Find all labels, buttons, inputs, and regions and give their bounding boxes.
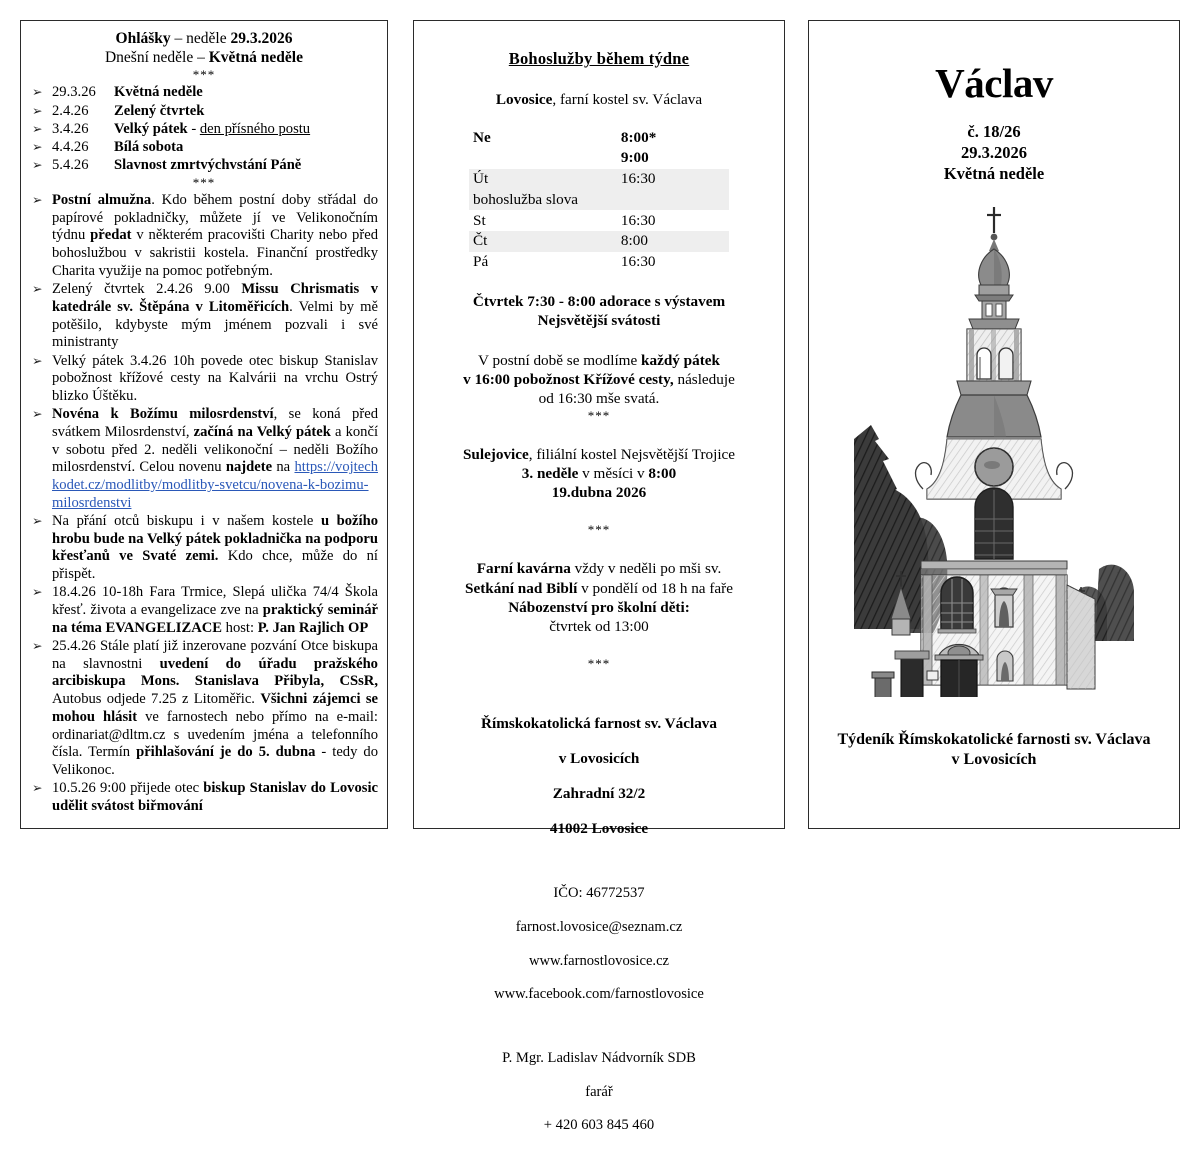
sulejovice-church-name: , filiální kostel Nejsvětější Trojice [528,445,736,463]
announcements-title-date: 29.3.2026 [230,30,293,47]
separator-stars-5: *** [587,655,611,671]
stations-bold-2: v 16:00 pobožnost Křížové cesty, [463,370,674,388]
address-line: Římskokatolická farnost sv. Václava [481,715,717,733]
stations-of-cross-line-3: od 16:30 mše svatá. [538,389,660,407]
bible-text: v pondělí od 18 h na faře [577,579,733,597]
sulejovice-line-2 [423,464,775,483]
table-row [469,210,729,231]
trmice-bold-1: praktický seminář na téma EVANGELIZACE [52,602,378,636]
caption-line-2: v Lovosicích [951,751,1037,768]
list-item-chrismatis [30,281,378,352]
side-door [901,659,923,709]
chrismatis-text-2: . Velmi by mě potěšilo, kdybyste mým jménem pozvali i své ministranty [52,298,378,351]
belfry-opening-left [977,348,991,379]
chrismatis-text-1: Zelený čtvrtek 2.4.26 9.00 [52,281,242,298]
novena-link[interactable]: https://vojtechkodet.cz/modlitby/modlitby-svetcu/novena-k-bozimu-milosrdenstvi [52,459,378,511]
schedule-time: 8:00* [620,128,657,146]
trmice-text-1: 18.4.26 10-18h Fara Trmice, Slepá ulička 74/4 Škola křesť. života a evangelizace zve na [52,584,378,619]
adoration-text-1: Čtvrtek 7:30 - 8:00 adorace s výstavem [472,293,726,311]
list-item-novena [30,406,378,512]
hrob-text-1: Na přání otců biskupu i v našem kostele [52,512,321,529]
list-item-almuzna [30,192,378,281]
praha-text-4: - tedy do Velikonoc. [52,744,378,779]
praha-text-1: 25.4.26 Stále platí již inzerovane pozvání Otce biskupa na slavnostni [52,638,378,672]
cafe-text: vždy v neděli po mši sv. [570,560,722,578]
stations-of-cross-line-1 [423,351,775,370]
sulejovice-line-1 [423,445,775,464]
issue-number: č. 18/26 [967,122,1021,141]
praha-bold-3: přihlašování je do 5. dubna [136,744,316,761]
religion-class-title: Nábozenství pro školní děti: [508,598,690,616]
list-item [30,84,378,102]
birmovani-bold-1: biskup Stanislav do Lovosic udělit svátost biřmování [52,780,378,814]
table-row [469,127,729,148]
schedule-day: Čt [469,231,621,252]
belfry-opening-right [999,348,1013,379]
separator-stars-2: *** [192,175,216,191]
church-sketch-icon [849,189,1139,734]
schedule-day [469,148,621,169]
issue-date: 29.3.2026 [961,142,1027,162]
priest-phone: + 420 603 845 460 [543,1117,655,1134]
contact-ico: IČO: 46772537 [553,885,645,902]
parish-city: Lovosice [495,91,553,108]
birmovani-text-1: 10.5.26 9:00 přijede otec [52,780,204,797]
stations-bold-1: každý pátek [641,351,720,369]
date-value: 5.4.26 [52,157,89,174]
list-item-trmice-seminar [30,584,378,637]
contact-email[interactable]: farnost.lovosice@seznam.cz [515,919,683,936]
date-extra: - [187,120,200,137]
address-line: Zahradní 32/2 [552,785,646,802]
list-item [30,121,378,139]
date-label: Květná neděle [114,84,203,101]
novena-text-1: , se koná před svátkem Milosrdenství, [52,406,378,440]
sulejovice-line-3 [423,483,775,502]
table-row [469,189,729,210]
date-label: Velký pátek [114,120,188,137]
schedule-day-note: bohoslužba slova [469,189,621,210]
schedule-time: 16:30 [620,253,656,270]
almuzna-bold-2: předat [90,227,132,244]
novena-bold-3: najdete [225,459,273,476]
address-line: v Lovosicích [558,750,640,768]
table-row [469,148,729,169]
cafe-label: Farní kavárna [476,560,571,578]
table-row [469,252,729,273]
bible-label: Setkání nad Biblí [465,579,578,597]
parish-church-name: , farní kostel sv. Václava [552,91,703,108]
almuzna-title: Postní almužna [52,192,152,209]
table-row [469,169,729,190]
list-item [30,139,378,157]
praha-bold-2: Všichni zájemci se mohou hlásit [52,691,379,725]
priest-name: P. Mgr. Ladislav Nádvorník SDB [502,1050,696,1067]
praha-text-3: ve farnostech nebo přímo na e-mail: ordinariat@dltm.cz s uvedením jména a telefonního čísla. Termín [52,708,378,761]
kalvarie-text: Velký pátek 3.4.26 10h povede otec biskup Stanislav pobožnost křížové cesty na Kalvárii na vrchu Ostrý blizko Úštěku. [52,352,378,404]
hrob-bold-1: u božího hrobu bude na Velký pátek pokladnička na podporu křesťanů ve Svaté zemi. [52,512,378,565]
novena-bold-2: začíná na Velký pátek [193,423,331,440]
announcements-subtitle [30,48,378,67]
date-value: 3.4.26 [52,120,89,137]
religion-class-time: čtvrtek od 13:00 [549,617,649,635]
announcements-panel [20,20,388,829]
separator-stars-1: *** [192,67,216,83]
praha-bold-1: uvedení do úřadu pražského arcibiskupa Mons. Stanislava Přibyla, CSsR, [52,655,378,690]
hrob-text-2: Kdo chce, může do ní přispět. [52,548,378,583]
novena-bold-1: Novéna k Božímu milosrdenství [52,406,274,423]
bulletin-caption [809,730,1179,770]
parish-church-line [423,91,775,109]
date-label: Bílá sobota [114,139,184,156]
issue-info [809,122,1179,184]
date-label: Slavnost zmrtvýchvstání Páně [114,157,302,174]
schedule-time: 8:00 [621,231,729,252]
railing [1039,701,1089,721]
date-value: 4.4.26 [52,139,89,156]
issue-occasion: Květná neděle [943,163,1045,183]
praha-text-2: Autobus odjede 7.25 z Litoměřic. [52,691,261,708]
announcements-title [30,29,378,48]
services-panel [413,20,785,1134]
bible-line [423,579,775,598]
sulejovice-city: Sulejovice [462,445,529,463]
sulejovice-next-date: 19.dubna 2026 [551,484,647,502]
announcements-title-prefix: Ohlášky [115,30,171,47]
sulejovice-time: 8:00 [648,465,677,483]
sulejovice-mid-text: v měsíci v [578,465,649,483]
schedule-day: Pá [473,253,489,270]
date-label: Zelený čtvrtek [114,102,205,119]
announcements-title-dash: – neděle [170,30,231,47]
adoration-line-1 [423,292,775,311]
contact-facebook[interactable]: www.facebook.com/farnostlovosice [494,986,704,1003]
novena-text-2: a končí v sobotu před 2. neděli velikonoční – neděli Božího milosrdenství. Celou novenu [52,423,378,476]
caption-line-1: Týdeník Římskokatolické farnosti sv. Václava [837,731,1151,748]
weekly-schedule-table [469,127,729,272]
separator-stars-4: *** [587,522,611,538]
announcements-list [30,192,378,816]
list-item-kalvarie [30,353,378,406]
list-item [30,157,378,175]
masthead-title: Václav [935,60,1053,106]
date-extra-underlined: den přísného postu [199,120,311,137]
list-item-holy-sepulchre [30,513,378,584]
almuzna-text-2: v některém pracovišti Charity nebo před bohoslužbou v sakristii kostela. Finanční prostředky Charita využije na pomoc potřebným. [52,227,378,279]
date-value: 2.4.26 [52,102,89,119]
sulejovice-frequency: 3. neděle [521,465,579,483]
trmice-text-2: host: [222,619,258,636]
list-item [30,103,378,121]
schedule-day: Ne [473,128,491,146]
adoration-text-2: Nejsvětější svátosti [537,312,661,330]
schedule-day: Út [469,169,621,190]
address-line: 41002 Lovosice [549,819,649,837]
contact-website[interactable]: www.farnostlovosice.cz [528,952,670,969]
stations-text-1: V postní době se modlíme [478,351,642,369]
cover-panel [808,20,1180,829]
almuzna-text-1: . Kdo během postní doby střádal do papírové pokladničky, můžete jí ve Velikonočním týdnu [52,192,378,244]
schedule-time: 16:30 [621,169,729,190]
stations-text-2: následuje [673,370,735,388]
separator-stars-3: *** [587,407,611,423]
schedule-time [621,189,729,210]
list-item-archbishop [30,638,378,780]
trmice-bold-2: P. Jan Rajlich OP [257,619,369,636]
chrismatis-bold-1: Missu Chrismatis v katedrále sv. Štěpána v Litoměřicích [52,281,378,315]
list-item-confirmation [30,780,378,815]
schedule-time: 9:00 [620,149,649,167]
services-title: Bohoslužby během týdne [508,49,690,68]
date-value: 29.3.26 [52,84,96,101]
key-dates-list [30,84,378,175]
religion-class-label [423,598,775,617]
adoration-line-2 [423,311,775,330]
church-illustration [849,189,1139,734]
novena-text-3: na [272,459,295,476]
stations-of-cross-line-2 [423,370,775,389]
announcements-subtitle-bold: Květná neděle [208,49,303,67]
cafe-line [423,559,775,578]
schedule-time: 16:30 [620,211,656,229]
announcements-subtitle-prefix: Dnešní neděle – [104,49,209,67]
priest-role: farář [585,1083,613,1100]
wall-plaque [927,671,938,680]
table-row [469,231,729,252]
schedule-day: St [473,211,486,229]
